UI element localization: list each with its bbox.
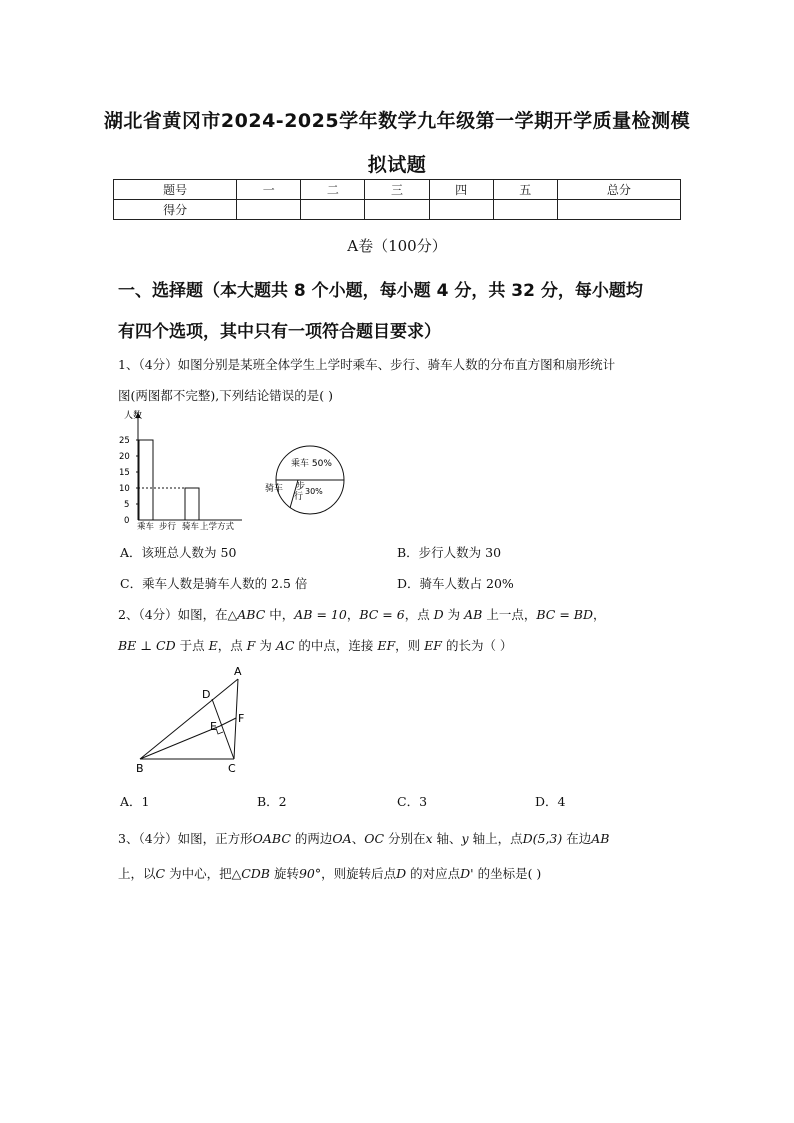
pie-label-walk: 行 [294, 492, 304, 502]
score-header-cell: 二 [301, 180, 365, 200]
q3-text: 轴、 [432, 831, 462, 846]
histogram-bar [185, 488, 199, 520]
q3-math: OC [364, 831, 385, 846]
q2-text: ， [592, 607, 606, 622]
q3-text: 分别在 [384, 831, 426, 846]
q3-math: y [461, 831, 469, 846]
score-table-header-row [114, 180, 681, 200]
q3-text: 、 [351, 831, 365, 846]
q3-math: D [396, 866, 407, 881]
q2-math: AB [464, 607, 483, 622]
histogram-tick-label: 5 [124, 500, 130, 510]
q3-math: D' [460, 866, 474, 881]
right-angle-mark [216, 728, 223, 734]
paper-part-heading: A卷（100分） [347, 237, 447, 255]
q2-text: 上一点， [482, 607, 537, 622]
label-f: F [238, 712, 245, 725]
q1-option-c: C．乘车人数是骑车人数的 2.5 倍 [120, 576, 308, 591]
q3-text: ，则旋转后点 [321, 866, 397, 881]
q2-math: △ABC [227, 607, 266, 622]
score-cell [429, 200, 493, 220]
score-row-label: 得分 [114, 200, 237, 220]
section-heading-line-2: 有四个选项，其中只有一项符合题目要求） [118, 322, 441, 342]
histogram-tick-label: 15 [119, 468, 130, 478]
histogram-tick-label: 10 [119, 484, 130, 494]
q2-option-b: B．2 [257, 794, 287, 809]
pie-label-walk-pct: 30% [305, 487, 323, 496]
q3-math: D(5,3) [522, 831, 563, 846]
segment-be [140, 726, 220, 759]
q2-option-a: A．1 [120, 794, 150, 809]
q3-text: 3、（4分）如图，正方形 [118, 831, 253, 846]
q3-math: OABC [252, 831, 291, 846]
q2-math: AC [275, 638, 295, 653]
score-cell [301, 200, 365, 220]
q2-text: 2、（4分）如图，在 [118, 607, 228, 622]
score-header-cell: 五 [493, 180, 557, 200]
q2-math: E [208, 638, 218, 653]
pie-label-bus: 乘车 50% [291, 459, 332, 469]
q3-text: 旋转 [269, 866, 299, 881]
q3-math: x [425, 831, 433, 846]
segment-ab [140, 679, 238, 759]
score-cell [557, 200, 680, 220]
q3-math: 90° [298, 866, 322, 881]
pie-label-bike: 骑车 [265, 484, 284, 494]
q2-option-c: C．3 [397, 794, 428, 809]
q2-text: ，点 [217, 638, 247, 653]
q1-option-d: D．骑车人数占 20% [397, 576, 514, 591]
q3-text: 在边 [562, 831, 592, 846]
section-heading-line-1: 一、选择题（本大题共 8 个小题，每小题 4 分，共 32 分，每小题均 [118, 281, 643, 301]
q2-text: ， [346, 607, 360, 622]
q2-text: 的中点，连接 [294, 638, 378, 653]
q2-text: 的长为（ ） [441, 638, 513, 653]
q1-pie-chart [258, 444, 362, 516]
histogram-tick-label: 0 [124, 516, 130, 526]
score-header-cell: 四 [429, 180, 493, 200]
q3-text-line-1 [118, 829, 609, 847]
q3-text: 的对应点 [406, 866, 461, 881]
score-cell [365, 200, 429, 220]
q3-math: △CDB [231, 866, 270, 881]
q1-text-line-1: 1、（4分）如图分别是某班全体学生上学时乘车、步行、骑车人数的分布直方图和扇形统计 [118, 357, 616, 372]
q3-math: C [155, 866, 166, 881]
segment-ef [220, 718, 236, 726]
q2-math: EF [377, 638, 396, 653]
q2-text-line-2 [118, 636, 512, 654]
q1-option-b: B．步行人数为 30 [397, 545, 502, 560]
label-b: B [136, 762, 144, 775]
q3-math: AB [591, 831, 610, 846]
histogram-tick-label: 20 [119, 452, 130, 462]
pie-label-walk: 步 [296, 482, 306, 492]
histogram-xlabel: 上学方式 [200, 522, 235, 532]
score-cell [237, 200, 301, 220]
histogram-tick-label: 25 [119, 436, 130, 446]
q2-math: AB = 10 [294, 607, 347, 622]
q1-text-line-2: 图(两图都不完整),下列结论错误的是( ) [118, 388, 333, 403]
q1-histogram [112, 408, 252, 534]
score-header-cell: 一 [237, 180, 301, 200]
histogram-xlabel-category: 步行 [159, 522, 177, 532]
q2-text: ，则 [395, 638, 425, 653]
q3-text: 上，以 [118, 866, 156, 881]
q3-text: 的坐标是( ) [473, 866, 542, 881]
label-c: C [228, 762, 236, 775]
q2-text: ，点 [404, 607, 434, 622]
q2-math: BE ⊥ CD [118, 638, 176, 653]
q2-math: BC = BD [536, 607, 593, 622]
q2-math: EF [424, 638, 442, 653]
q2-text: 为 [255, 638, 276, 653]
q2-triangle-figure [130, 664, 255, 776]
q2-math: D [433, 607, 444, 622]
title-line-1: 湖北省黄冈市2024-2025学年数学九年级第一学期开学质量检测模 [103, 110, 691, 132]
score-table [113, 179, 681, 220]
score-cell [493, 200, 557, 220]
q3-text-line-2 [118, 864, 541, 882]
q2-math: BC = 6 [359, 607, 405, 622]
score-header-cell: 题号 [114, 180, 237, 200]
q2-text: 于点 [175, 638, 209, 653]
q2-option-d: D．4 [535, 794, 566, 809]
score-header-cell: 总分 [557, 180, 680, 200]
label-a: A [234, 665, 242, 678]
histogram-ylabel: 人数 [124, 411, 143, 421]
q3-text: 的两边 [290, 831, 333, 846]
histogram-xlabel-category: 骑车 [182, 522, 200, 532]
q3-text: 轴上，点 [468, 831, 523, 846]
histogram-bar [139, 440, 153, 520]
title-line-2: 拟试题 [367, 154, 427, 176]
q2-text: 中， [265, 607, 295, 622]
histogram-xlabel-category: 乘车 [137, 522, 155, 532]
label-e: E [210, 720, 217, 733]
q3-text: 为中心，把 [165, 866, 232, 881]
q2-text: 为 [443, 607, 465, 622]
score-table-score-row [114, 200, 681, 220]
q2-math: F [246, 638, 256, 653]
q2-text-line-1 [118, 605, 606, 623]
label-d: D [202, 688, 211, 701]
q3-math: OA [332, 831, 352, 846]
score-header-cell: 三 [365, 180, 429, 200]
q1-option-a: A．该班总人数为 50 [120, 545, 237, 560]
